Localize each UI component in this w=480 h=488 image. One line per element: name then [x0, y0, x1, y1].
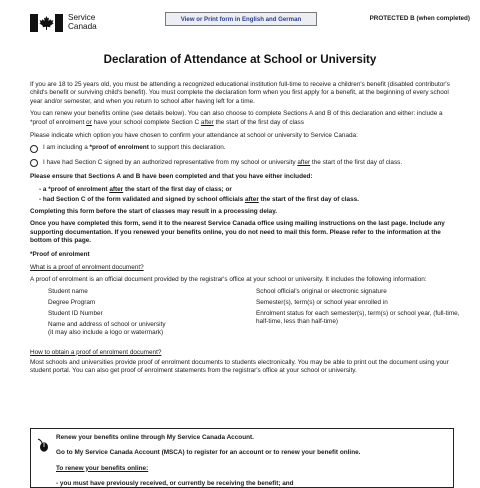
ensure-item-1: - a *proof of enrolment after the start of the first day of class; or [39, 185, 232, 193]
intro-after: after [200, 118, 214, 126]
list-item: Name and address of school or university (it may also include a logo or watermark) [48, 320, 166, 337]
logo-wordmark [68, 14, 97, 31]
intro-paragraph-2 [30, 110, 454, 127]
list-item: Semester(s), term(s) or school year enrolled in [256, 299, 388, 307]
what-is-proof-heading: What is a proof of enrolment document? [30, 264, 144, 272]
radio-button[interactable] [30, 159, 38, 167]
proof-heading: *Proof of enrolment [30, 251, 90, 259]
renew-line-4: - you must have previously received, or currently be receiving the benefit; and [56, 479, 294, 487]
intro-text-b: have your school complete Section C [91, 118, 201, 126]
protected-label: PROTECTED B (when completed) [369, 15, 470, 22]
ensure-item-2: - had Section C of the form validated and signed by school officials after the start of the first day of class. [39, 196, 359, 204]
radio-button[interactable] [30, 145, 38, 153]
list-item: School official's original or electronic signature [256, 288, 387, 296]
intro-paragraph-1: If you are 18 to 25 years old, you must be attending a recognized educational institution full-time to receive a children's benefit (disabled contributor's child's benefit or surviving child's benefit). You must complete the declaration form when you first apply for a benefit, at the beginning of every school year and/or semester, and when you return to school after having left for a time. [30, 81, 450, 105]
logo-line-1: Service [68, 13, 96, 23]
form-content [30, 81, 460, 380]
list-item: Student ID Number [48, 310, 103, 318]
mouse-cursor-icon [37, 438, 49, 455]
renew-line-1: Renew your benefits online through My Service Canada Account. [56, 434, 254, 441]
ensure-heading: Please ensure that Sections A and B have been completed and that you have either included: [30, 173, 313, 181]
intro-text-c: the start of the first day of class [213, 118, 304, 126]
proof-info-list [48, 288, 460, 342]
proof-info-right [256, 288, 464, 340]
intro-or: or [86, 118, 92, 126]
option-proof-of-enrolment[interactable] [30, 144, 454, 152]
list-item: Student name [48, 288, 88, 296]
option-label: I am including a *proof of enrolment to support this declaration. [43, 144, 226, 152]
canada-flag-icon [30, 14, 63, 32]
page-title: Declaration of Attendance at School or University [103, 53, 377, 66]
list-item: Enrolment status for each semester(s), term(s) or school year, (full-time, half-time, less than half-time) [256, 310, 460, 326]
intro-paragraph-3: Please indicate which option you have chosen to confirm your attendance at school or university to Service Canada: [30, 131, 358, 139]
option-section-c-signed[interactable] [30, 159, 454, 167]
processing-delay-note: Completing this form before the start of classes may result in a processing delay. [30, 207, 278, 215]
proof-info-left [48, 288, 256, 340]
intro-text-a: You can renew your benefits online (see details below). You can also choose to complete Sections A and B of this declaration and either: include a *proof of enrolment [30, 110, 443, 126]
page-header [30, 12, 470, 38]
view-print-form-button[interactable]: View or Print form in English and German [165, 12, 317, 26]
how-to-obtain-text: Most schools and universities provide proof of enrolment documents to students electronically. You may be able to print out the document using your student portal. You can also get proof of enrolment statements from the registrar's office at your school or university. [30, 358, 449, 375]
logo-line-2: Canada [68, 22, 97, 31]
renew-line-3: To renew your benefits online: [56, 464, 149, 472]
service-canada-logo [30, 14, 97, 32]
ensure-list [39, 186, 454, 205]
mailing-instructions: Once you have completed this form, send it to the nearest Service Canada office using mailing instructions on the last page. Include any supporting documentation. If you renewed your benefits online, you do not need to mail this form. Please refer to the information at the bottom of this page. [30, 220, 445, 245]
renew-online-box [30, 428, 454, 488]
renew-line-2: Go to My Service Canada Account (MSCA) to register for an account or to renew your benefit online. [56, 449, 361, 457]
how-to-obtain-heading: How to obtain a proof of enrolment document? [30, 348, 162, 356]
what-is-proof-text: A proof of enrolment is an official document provided by the registrar's office at your school or university. It includes the following information: [30, 275, 427, 283]
list-item: Degree Program [48, 299, 96, 307]
option-label: I have had Section C signed by an authorized representative from my school or university after the start of the first day of class. [43, 158, 403, 166]
